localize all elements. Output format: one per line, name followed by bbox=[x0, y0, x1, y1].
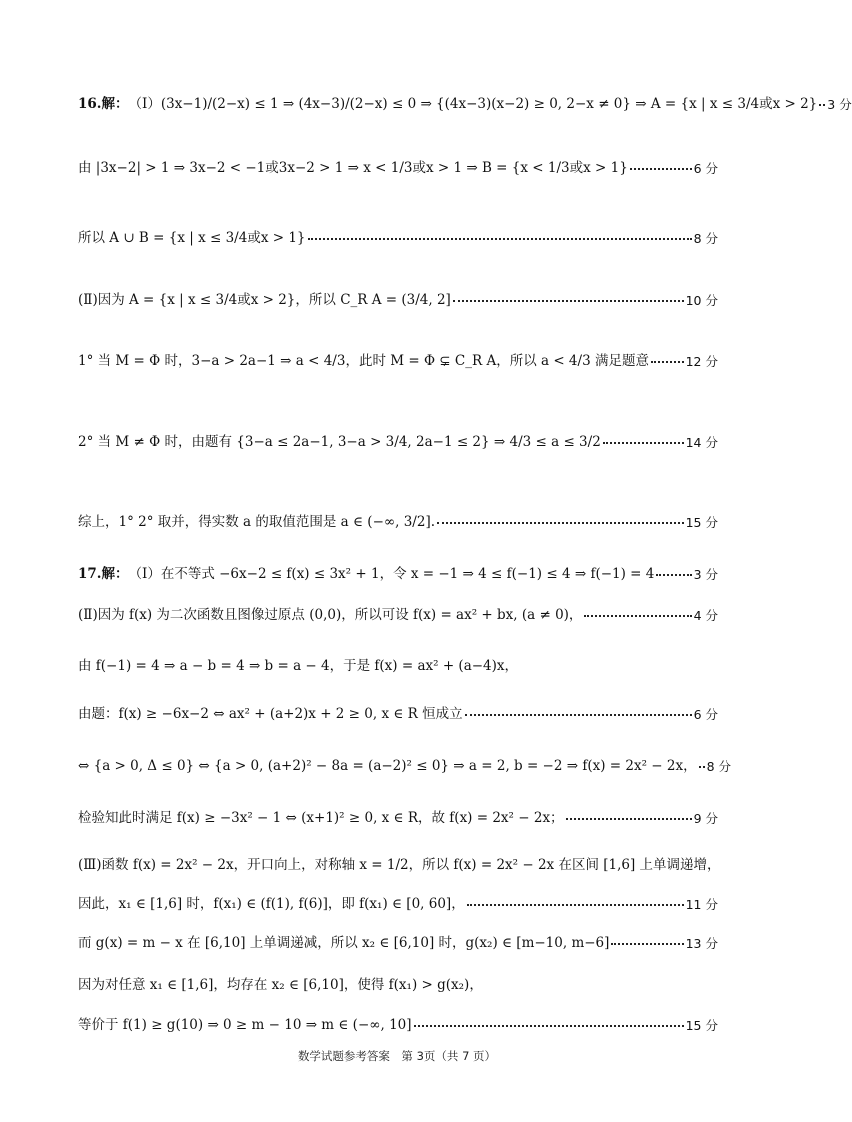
q16-set-b-line bbox=[78, 160, 718, 176]
dot-leader bbox=[656, 574, 691, 576]
dot-leader bbox=[611, 943, 683, 945]
dot-leader bbox=[566, 818, 692, 820]
score-mark: 15 分 bbox=[685, 514, 718, 530]
q16-union-content: 所以 A ∪ B = {x | x ≤ 3/4或x > 1} bbox=[78, 230, 306, 246]
q17-condition-line bbox=[78, 706, 718, 722]
q17-label: 17.解： bbox=[78, 566, 129, 582]
score-mark: 15 分 bbox=[685, 1017, 718, 1033]
score-mark: 11 分 bbox=[685, 896, 718, 912]
q16-part1-content: （Ⅰ）(3x−1)/(2−x) ≤ 1 ⇒ (4x−3)/(2−x) ≤ 0 ⇒ {(4x−3)(x−2) ≥ 0, 2−x ≠ 0} ⇒ A = {x | x ≤ 3/4或x > 2} bbox=[128, 96, 818, 112]
dot-leader bbox=[584, 615, 691, 617]
q16-union-line bbox=[78, 230, 718, 246]
q16-part2-content: (Ⅱ)因为 A = {x | x ≤ 3/4或x > 2}，所以 C_R A = (3/4, 2] bbox=[78, 292, 451, 308]
dot-leader bbox=[651, 361, 684, 363]
q17-part2-content: (Ⅱ)因为 f(x) 为二次函数且图像过原点 (0,0)，所以可设 f(x) = ax² + bx, (a ≠ 0)， bbox=[78, 607, 583, 623]
q16-case2-content: 2° 当 M ≠ Φ 时，由题有 {3−a ≤ 2a−1, 3−a > 3/4, 2a−1 ≤ 2} ⇒ 4/3 ≤ a ≤ 3/2 bbox=[78, 434, 601, 450]
q17-equivalent-line bbox=[78, 1017, 718, 1033]
page-footer: 数学试题参考答案 第 3页（共 7 页） bbox=[297, 1049, 497, 1063]
score-mark: 9 分 bbox=[693, 810, 718, 826]
q16-conclusion-content: 综上，1° 2° 取并，得实数 a 的取值范围是 a ∈ (−∞, 3/2]. bbox=[78, 514, 435, 530]
dot-leader bbox=[308, 238, 692, 240]
q16-case1-line bbox=[78, 353, 718, 369]
q17-forall-content: 因为对任意 x₁ ∈ [1,6]，均存在 x₂ ∈ [6,10]，使得 f(x₁) > g(x₂)， bbox=[78, 977, 483, 993]
q17-part1-line bbox=[78, 566, 718, 582]
q17-discriminant-line bbox=[78, 758, 732, 774]
q16-part1-line bbox=[78, 96, 852, 112]
dot-leader bbox=[467, 904, 684, 906]
q16-label: 16.解： bbox=[78, 96, 129, 112]
q17-range-g-content: 而 g(x) = m − x 在 [6,10] 上单调递减，所以 x₂ ∈ [6,10] 时，g(x₂) ∈ [m−10, m−6] bbox=[78, 935, 610, 951]
dot-leader bbox=[819, 104, 825, 106]
score-mark: 6 分 bbox=[693, 160, 718, 176]
score-mark: 10 分 bbox=[685, 292, 718, 308]
q17-verify-content: 检验知此时满足 f(x) ≥ −3x² − 1 ⇔ (x+1)² ≥ 0, x ∈ R，故 f(x) = 2x² − 2x； bbox=[78, 810, 564, 826]
score-mark: 6 分 bbox=[693, 706, 718, 722]
dot-leader bbox=[603, 442, 684, 444]
q17-part3-content: (Ⅲ)函数 f(x) = 2x² − 2x，开口向上，对称轴 x = 1/2，所以 f(x) = 2x² − 2x 在区间 [1,6] 上单调递增， bbox=[78, 857, 721, 873]
q17-substitute-line bbox=[78, 658, 718, 674]
dot-leader bbox=[453, 300, 684, 302]
dot-leader bbox=[465, 714, 692, 716]
dot-leader bbox=[414, 1025, 684, 1027]
score-mark: 8 分 bbox=[706, 758, 732, 774]
dot-leader bbox=[699, 766, 705, 768]
q17-discriminant-content: ⇔ {a > 0, Δ ≤ 0} ⇔ {a > 0, (a+2)² − 8a = (a−2)² ≤ 0} ⇒ a = 2, b = −2 ⇒ f(x) = 2x² − 2x， bbox=[78, 758, 697, 774]
q17-part3-line bbox=[78, 857, 721, 873]
score-mark: 4 分 bbox=[693, 607, 718, 623]
q16-conclusion-line bbox=[78, 514, 718, 530]
q17-substitute-content: 由 f(−1) = 4 ⇒ a − b = 4 ⇒ b = a − 4，于是 f(x) = ax² + (a−4)x， bbox=[78, 658, 519, 674]
q17-part2-line bbox=[78, 607, 718, 623]
q16-part2-line bbox=[78, 292, 718, 308]
q17-range-f-line bbox=[78, 896, 718, 912]
score-mark: 13 分 bbox=[685, 935, 718, 951]
q17-equivalent-content: 等价于 f(1) ≥ g(10) ⇒ 0 ≥ m − 10 ⇒ m ∈ (−∞, 10] bbox=[78, 1017, 412, 1033]
q17-part1-content: （Ⅰ）在不等式 −6x−2 ≤ f(x) ≤ 3x² + 1，令 x = −1 ⇒ 4 ≤ f(−1) ≤ 4 ⇒ f(−1) = 4 bbox=[128, 566, 655, 582]
score-mark: 3 分 bbox=[827, 96, 852, 112]
q17-forall-line bbox=[78, 977, 718, 993]
q17-range-f-content: 因此，x₁ ∈ [1,6] 时，f(x₁) ∈ (f(1), f(6)]，即 f(x₁) ∈ [0, 60]， bbox=[78, 896, 465, 912]
q17-verify-line bbox=[78, 810, 718, 826]
q17-range-g-line bbox=[78, 935, 718, 951]
score-mark: 14 分 bbox=[685, 434, 718, 450]
dot-leader bbox=[437, 522, 684, 524]
score-mark: 8 分 bbox=[693, 230, 718, 246]
q16-set-b-content: 由 |3x−2| > 1 ⇒ 3x−2 < −1或3x−2 > 1 ⇒ x < 1/3或x > 1 ⇒ B = {x < 1/3或x > 1} bbox=[78, 160, 628, 176]
score-mark: 12 分 bbox=[685, 353, 718, 369]
score-mark: 3 分 bbox=[693, 566, 718, 582]
q16-case1-content: 1° 当 M = Φ 时，3−a > 2a−1 ⇒ a < 4/3，此时 M = Φ ⊊ C_R A，所以 a < 4/3 满足题意 bbox=[78, 353, 649, 369]
q17-condition-content: 由题：f(x) ≥ −6x−2 ⇔ ax² + (a+2)x + 2 ≥ 0, x ∈ R 恒成立 bbox=[78, 706, 463, 722]
dot-leader bbox=[630, 168, 692, 170]
q16-case2-line bbox=[78, 434, 718, 450]
